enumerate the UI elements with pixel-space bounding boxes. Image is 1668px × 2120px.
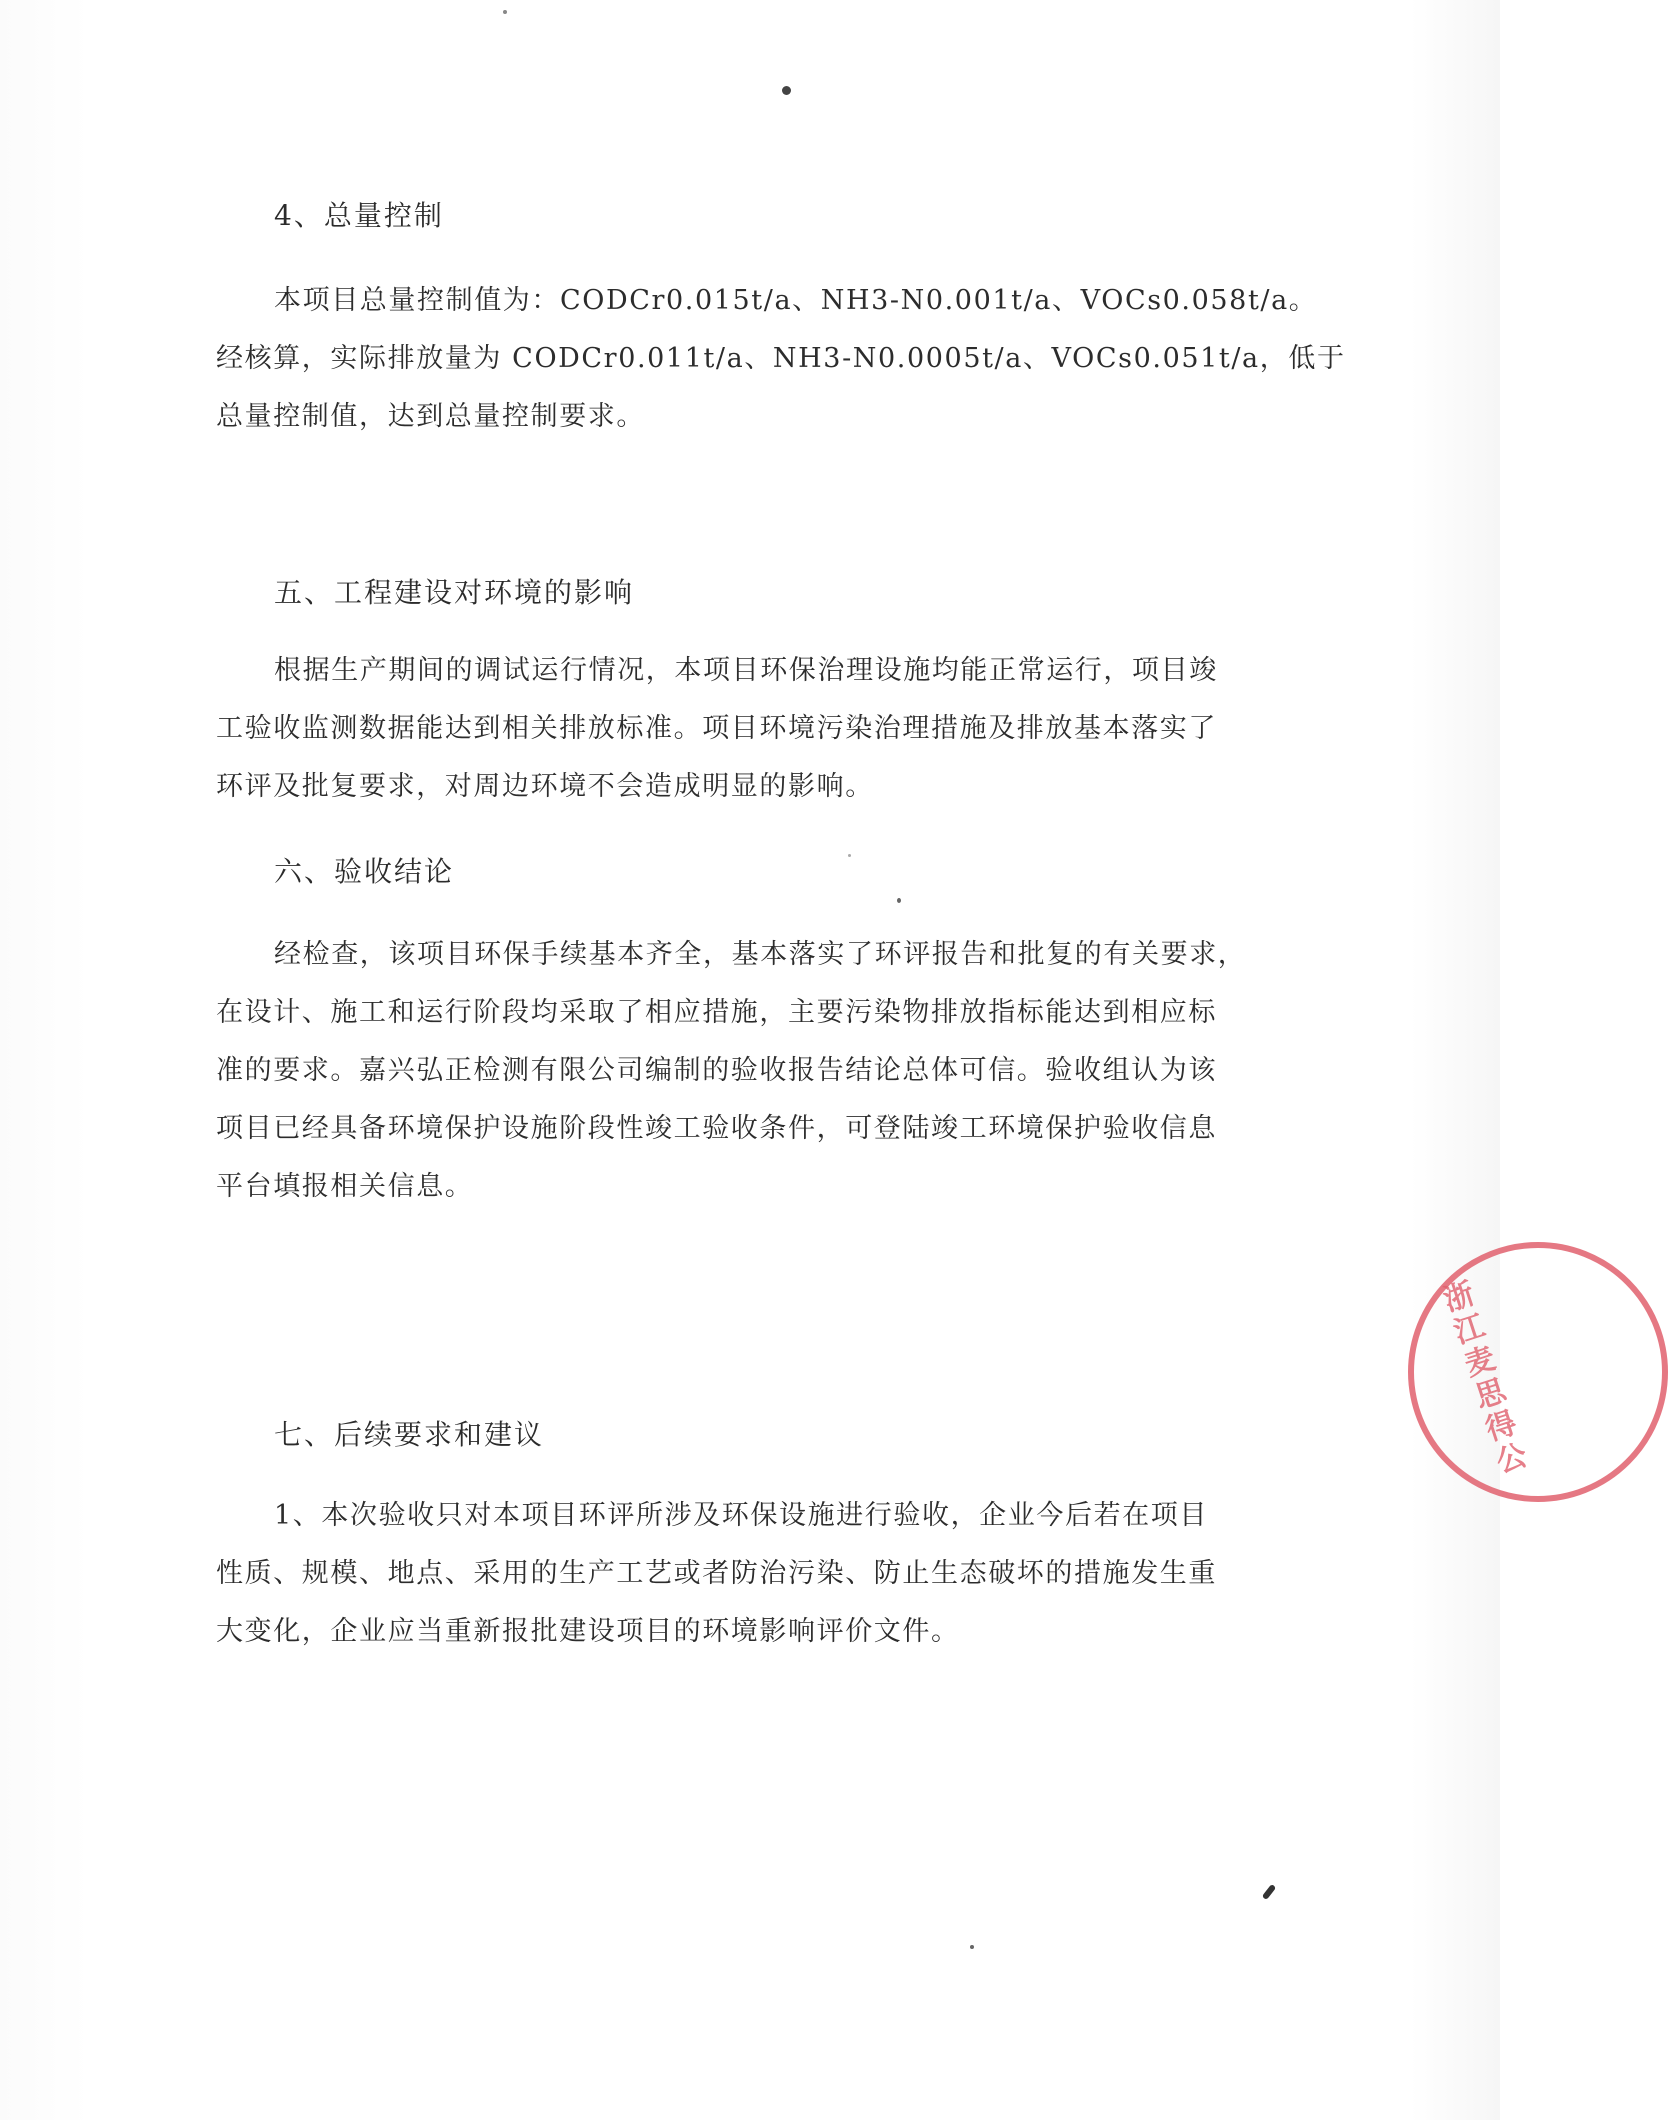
paragraph-line: 性质、规模、地点、采用的生产工艺或者防治污染、防止生态破坏的措施发生重: [216, 1558, 1217, 1589]
section-environmental-impact: [216, 573, 1270, 613]
paragraph-line: 大变化，企业应当重新报批建设项目的环境影响评价文件。: [216, 1616, 960, 1647]
section-environmental-impact-body: [216, 642, 1270, 816]
paragraph-line: 经检查，该项目环保手续基本齐全，基本落实了环评报告和批复的有关要求，: [274, 939, 1247, 970]
seal-text: 浙江麦思得公: [1433, 1277, 1531, 1482]
company-seal: [1408, 1242, 1531, 1502]
paragraph-line: 工验收监测数据能达到相关排放标准。项目环境污染治理措施及排放基本落实了: [216, 713, 1217, 744]
section-follow-up-requirements: [216, 1415, 1270, 1455]
scan-speck: [503, 10, 507, 14]
paragraph-line: 在设计、施工和运行阶段均采取了相应措施，主要污染物排放指标能达到相应标: [216, 997, 1217, 1028]
section-acceptance-conclusion-body: [216, 926, 1270, 1216]
section-total-control-body: [216, 272, 1346, 446]
paragraph-line: 总量控制值，达到总量控制要求。: [216, 401, 645, 432]
paragraph-line: 根据生产期间的调试运行情况，本项目环保治理设施均能正常运行，项目竣: [274, 655, 1218, 686]
scan-speck: [897, 898, 901, 903]
paragraph-line: 项目已经具备环境保护设施阶段性竣工验收条件，可登陆竣工环境保护验收信息: [216, 1113, 1217, 1144]
section-follow-up-requirements-body: [216, 1487, 1270, 1661]
paragraph-line: 本项目总量控制值为：CODCr0.015t/a、NH3-N0.001t/a、VOCs0.058t/a。: [274, 285, 1318, 316]
section-total-control: [216, 196, 1270, 236]
paragraph-line: 环评及批复要求，对周边环境不会造成明显的影响。: [216, 771, 874, 802]
section-heading: 五、工程建设对环境的影响: [274, 576, 635, 609]
scan-speck: [782, 86, 791, 95]
paragraph-line: 经核算，实际排放量为 CODCr0.011t/a、NH3-N0.0005t/a、VOCs0.051t/a，低于: [216, 343, 1346, 374]
scan-speck: [1262, 1884, 1277, 1900]
paragraph-line: 平台填报相关信息。: [216, 1171, 474, 1202]
scan-speck: [970, 1945, 974, 1949]
seal-ring: [1408, 1242, 1668, 1502]
section-heading: 4、总量控制: [274, 199, 444, 232]
section-heading: 七、后续要求和建议: [274, 1418, 545, 1451]
paragraph-line: 准的要求。嘉兴弘正检测有限公司编制的验收报告结论总体可信。验收组认为该: [216, 1055, 1217, 1086]
section-heading: 六、验收结论: [274, 855, 455, 888]
paragraph-line: 1、本次验收只对本项目环评所涉及环保设施进行验收，企业今后若在项目: [274, 1500, 1208, 1531]
section-acceptance-conclusion: [216, 852, 1270, 892]
